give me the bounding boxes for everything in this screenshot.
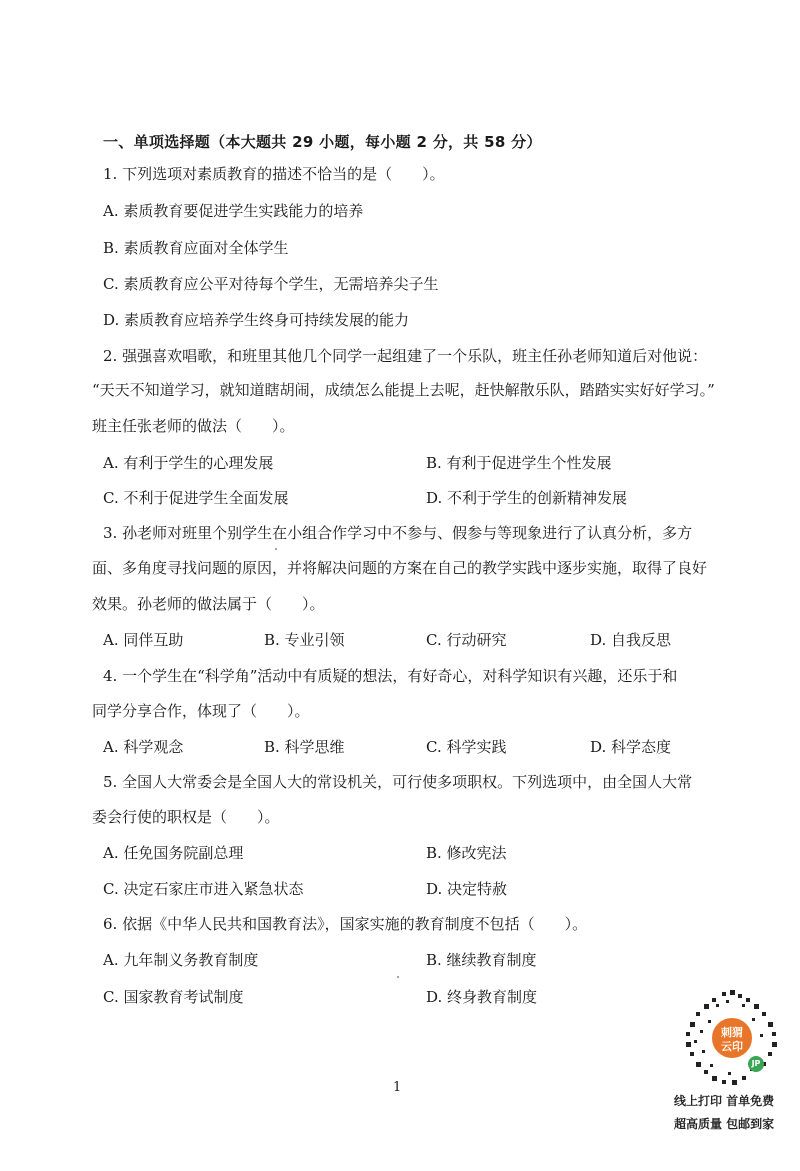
- question-6-option-c: C. 国家教育考试制度: [103, 988, 244, 1006]
- question-6-option-a: A. 九年制义务教育制度: [103, 951, 259, 969]
- logo-small-badge: JP: [748, 1056, 764, 1072]
- question-1-option-a: A. 素质教育要促进学生实践能力的培养: [103, 202, 364, 220]
- question-5-text-line-1: 5. 全国人大常委会是全国人大的常设机关，可行使多项职权。下列选项中，由全国人大常: [103, 773, 693, 791]
- question-2-option-a: A. 有利于学生的心理发展: [103, 454, 274, 472]
- logo-text-line-2: 云印: [721, 1040, 743, 1053]
- question-2-text-line-2: “天天不知道学习，就知道瞎胡闹，成绩怎么能提上去呢，赶快解散乐队，踏踏实实好好学习。”: [92, 381, 715, 399]
- section-title: 一、单项选择题（本大题共 29 小题，每小题 2 分，共 58 分）: [103, 133, 542, 151]
- question-4-option-b: B. 科学思维: [264, 738, 345, 756]
- question-5-option-a: A. 任免国务院副总理: [103, 844, 244, 862]
- question-3-text-line-1: 3. 孙老师对班里个别学生在小组合作学习中不参与、假参与等现象进行了认真分析，多方: [103, 524, 693, 542]
- question-2-text-line-3: 班主任张老师的做法（ ）。: [92, 417, 295, 435]
- promo-line-2: 超高质量 包邮到家: [674, 1117, 775, 1131]
- question-4-text-line-1: 4. 一个学生在“科学角”活动中有质疑的想法，有好奇心，对科学知识有兴趣，还乐于和: [103, 667, 678, 685]
- question-2-option-d: D. 不利于学生的创新精神发展: [426, 489, 628, 507]
- page-number: 1: [393, 1080, 402, 1095]
- question-5-option-b: B. 修改宪法: [426, 844, 507, 862]
- question-6-option-b: B. 继续教育制度: [426, 951, 537, 969]
- question-4-option-c: C. 科学实践: [426, 738, 507, 756]
- question-4-option-a: A. 科学观念: [103, 738, 184, 756]
- scan-speck: [275, 548, 277, 550]
- question-3-option-d: D. 自我反思: [590, 631, 672, 649]
- question-1-option-d: D. 素质教育应培养学生终身可持续发展的能力: [103, 311, 410, 329]
- logo-text-line-1: 刺猬: [721, 1026, 743, 1039]
- question-6-text: 6. 依据《中华人民共和国教育法》，国家实施的教育制度不包括（ ）。: [103, 915, 588, 933]
- question-4-option-d: D. 科学态度: [590, 738, 672, 756]
- question-2-option-c: C. 不利于促进学生全面发展: [103, 489, 289, 507]
- question-3-option-b: B. 专业引领: [264, 631, 345, 649]
- question-4-text-line-2: 同学分享合作，体现了（ ）。: [92, 702, 310, 720]
- promo-line-1: 线上打印 首单免费: [674, 1094, 775, 1108]
- question-1-text: 1. 下列选项对素质教育的描述不恰当的是（ ）。: [103, 165, 445, 183]
- question-2-text-line-1: 2. 强强喜欢唱歌，和班里其他几个同学一起组建了一个乐队，班主任孙老师知道后对他说：: [103, 347, 708, 365]
- question-3-option-c: C. 行动研究: [426, 631, 507, 649]
- question-1-option-c: C. 素质教育应公平对待每个学生，无需培养尖子生: [103, 275, 439, 293]
- question-6-option-d: D. 终身教育制度: [426, 988, 538, 1006]
- scan-speck: [397, 976, 399, 978]
- question-5-text-line-2: 委会行使的职权是（ ）。: [92, 808, 280, 826]
- question-2-option-b: B. 有利于促进学生个性发展: [426, 454, 612, 472]
- print-service-logo: [710, 1016, 754, 1060]
- question-3-option-a: A. 同伴互助: [103, 631, 184, 649]
- print-service-qr-code: [676, 990, 786, 1090]
- question-5-option-c: C. 决定石家庄市进入紧急状态: [103, 880, 304, 898]
- question-1-option-b: B. 素质教育应面对全体学生: [103, 239, 289, 257]
- question-3-text-line-3: 效果。孙老师的做法属于（ ）。: [92, 595, 325, 613]
- question-5-option-d: D. 决定特赦: [426, 880, 508, 898]
- question-3-text-line-2: 面、多角度寻找问题的原因，并将解决问题的方案在自己的教学实践中逐步实施，取得了良好: [92, 559, 708, 577]
